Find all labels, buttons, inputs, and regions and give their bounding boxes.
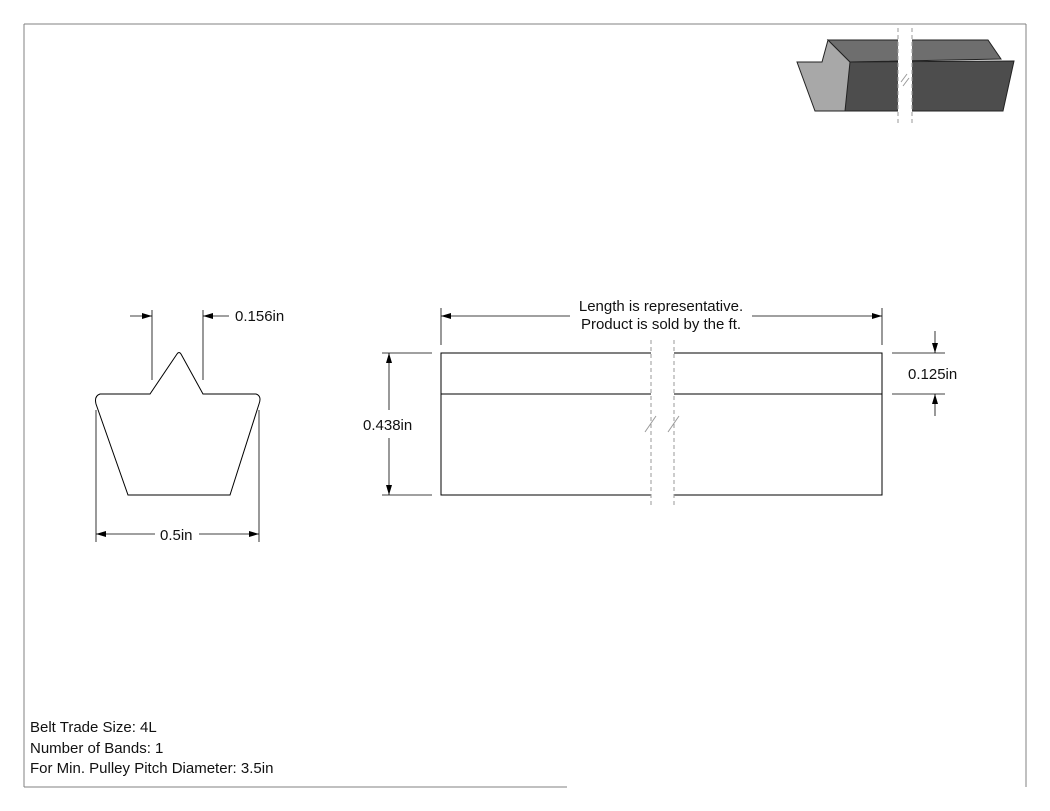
band-top-label: 0.125in	[908, 366, 958, 383]
break-lines	[651, 340, 674, 508]
belt-profile-outline	[96, 353, 261, 496]
bottom-width-label: 0.5in	[160, 527, 193, 544]
height-label: 0.438in	[363, 417, 413, 434]
belt-side-view	[363, 298, 957, 508]
length-note-line2: Product is sold by the ft.	[580, 316, 742, 333]
belt-profile-view	[96, 308, 285, 544]
bottom-width-dimension	[96, 410, 259, 542]
top-width-label: 0.156in	[235, 308, 285, 325]
pulley-note: For Min. Pulley Pitch Diameter: 3.5in	[30, 760, 274, 777]
belt-notes	[30, 718, 273, 780]
top-width-dimension	[130, 310, 229, 380]
belt-isometric-thumbnail	[797, 28, 1014, 124]
length-note-line1: Length is representative.	[578, 298, 744, 315]
bands-note: Number of Bands: 1	[30, 739, 164, 757]
trade-size-note: Belt Trade Size: 4L	[30, 719, 157, 736]
sheet-border	[24, 24, 1026, 787]
